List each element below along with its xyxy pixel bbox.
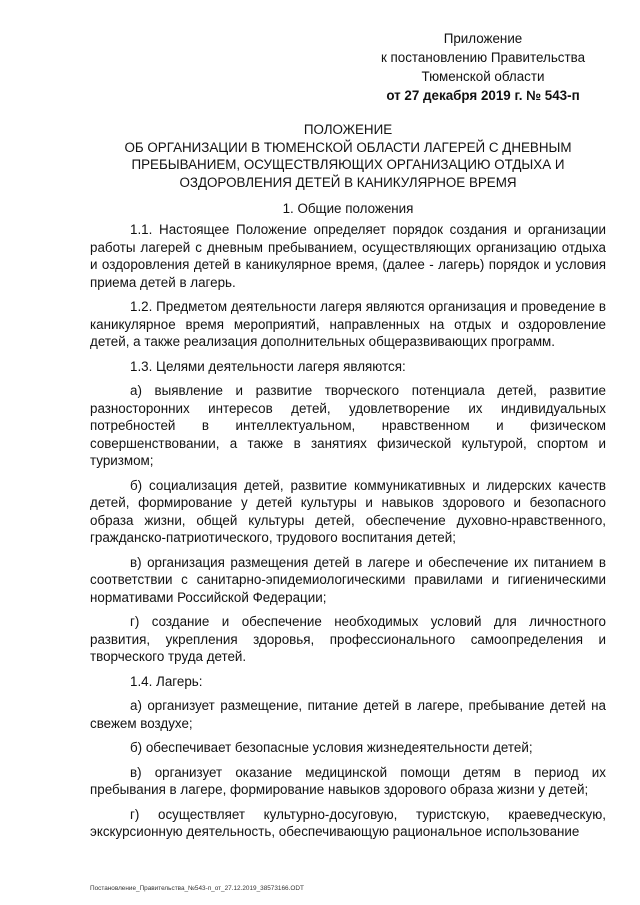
appendix-region: Тюменской области bbox=[421, 69, 545, 84]
paragraph: 1.3. Целями деятельности лагеря являются: bbox=[130, 358, 406, 374]
appendix-reference: к постановлению Правительства bbox=[380, 50, 586, 65]
paragraph: г) создание и обеспечение необходимых условий для личностного развития, укрепления здоровья, профессионального самоопределения и творческого труда детей. bbox=[90, 614, 606, 664]
title-line: ОБ ОРГАНИЗАЦИИ В ТЮМЕНСКОЙ ОБЛАСТИ ЛАГЕРЕЙ С ДНЕВНЫМ bbox=[124, 139, 572, 155]
appendix-block bbox=[368, 29, 598, 105]
paragraph: 1.1. Настоящее Положение определяет порядок создания и организации работы лагерей с дневным пребыванием, осуществляющих организацию отдыха и оздоровления детей в каникулярное время, (далее - лагерь) порядок и условия приема детей в лагерь. bbox=[90, 222, 606, 290]
title-line: ОЗДОРОВЛЕНИЯ ДЕТЕЙ В КАНИКУЛЯРНОЕ ВРЕМЯ bbox=[179, 174, 517, 190]
paragraph: в) организация размещения детей в лагере и обеспечение их питанием в соответствии с санитарно-эпидемиологическими правилами и гигиеническими нормативами Российской Федерации; bbox=[90, 554, 606, 605]
appendix-date-number: от 27 декабря 2019 г. № 543-п bbox=[386, 88, 580, 103]
paragraph: г) осуществляет культурно-досуговую, туристскую, краеведческую, экскурсионную деятельность, обеспечивающую рациональное использование bbox=[90, 806, 606, 839]
paragraph: а) выявление и развитие творческого потенциала детей, развитие разносторонних интересов детей, удовлетворение их индивидуальных потребностей в интеллектуальном, нравственном и физическом совершенствовании, а также в занятиях физической культурой, спортом и туризмом; bbox=[90, 383, 606, 468]
paragraph: 1.2. Предметом деятельности лагеря являются организация и проведение в каникулярное время мероприятий, направленных на отдых и оздоровление детей, а также реализация дополнительных общеразвивающих программ. bbox=[90, 299, 606, 349]
paragraph: б) социализация детей, развитие коммуникативных и лидерских качеств детей, формирование у детей культуры и навыков здорового и безопасного образа жизни, общей культуры детей, обеспечение духовно-нравственного, гражданско-патриотического, трудового воспитания детей; bbox=[90, 477, 606, 545]
file-footer: Постановление_Правительства_№543-п_от_27.12.2019_38573166.ODT bbox=[90, 885, 304, 892]
title-line: ПОЛОЖЕНИЕ bbox=[303, 122, 393, 137]
paragraph: в) организует оказание медицинской помощи детям в период их пребывания в лагере, формирование навыков здорового образа жизни у детей; bbox=[90, 764, 606, 797]
paragraph: а) организует размещение, питание детей в лагере, пребывание детей на свежем воздухе; bbox=[90, 698, 606, 731]
section-heading: 1. Общие положения bbox=[282, 201, 414, 216]
paragraph: 1.4. Лагерь: bbox=[130, 673, 203, 689]
appendix-label: Приложение bbox=[443, 31, 523, 46]
document-body bbox=[90, 221, 606, 848]
title-line: ПРЕБЫВАНИЕМ, ОСУЩЕСТВЛЯЮЩИХ ОРГАНИЗАЦИЮ ОТДЫХА И bbox=[131, 157, 565, 172]
document-title bbox=[90, 121, 606, 191]
paragraph: б) обеспечивает безопасные условия жизнедеятельности детей; bbox=[130, 740, 533, 755]
